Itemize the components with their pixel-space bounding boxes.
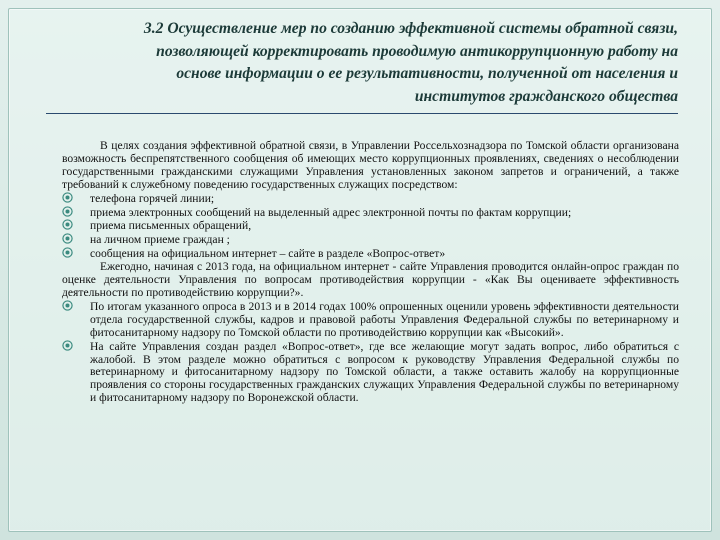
channel-text: приема письменных обращений, (90, 219, 252, 233)
circled-dot-icon (62, 247, 73, 258)
list-item (62, 206, 679, 220)
circled-dot-icon (62, 340, 73, 351)
title-line-1: 3.2 Осуществление мер по созданию эффективной системы обратной связи, (143, 20, 678, 37)
circled-dot-icon (62, 206, 73, 217)
title-line-3: основе информации о ее результативности, полученной от населения и (176, 65, 678, 82)
circled-dot-icon (62, 219, 73, 230)
slide-title (40, 18, 678, 108)
circled-dot-icon (62, 300, 73, 311)
list-item (62, 192, 679, 206)
list-item (62, 233, 679, 247)
title-line-4: институтов гражданского общества (414, 87, 678, 105)
title-line-2: позволяющей корректировать проводимую антикоррупционную работу на (156, 42, 678, 60)
circled-dot-icon (62, 233, 73, 244)
channel-text: телефона горячей линии; (90, 191, 215, 205)
channel-text: на личном приеме граждан ; (90, 233, 230, 247)
survey-paragraph: Ежегодно, начиная с 2013 года, на официальном интернет - сайте Управления проводится онлайн-опрос граждан по оценке деятельности Управления по вопросам противодействия коррупции - «Как Вы оцениваете эффективность деятельности по противодействию коррупции?». (62, 260, 679, 299)
list-item (62, 340, 679, 406)
circled-dot-icon (62, 192, 73, 203)
list-item (62, 219, 679, 233)
results-text: По итогам указанного опроса в 2013 и в 2014 годах 100% опрошенных оценили уровень эффективности деятельности отдела государственной службы, кадров и правовой работы Управления Федеральной службы по ветеринарному и фитосанитарному надзору по Томской области по противодействию коррупции как «Высокий». (90, 299, 679, 339)
qa-text: На сайте Управления создан раздел «Вопрос-ответ», где все желающие могут задать вопрос, либо обратиться с жалобой. В этом разделе можно обратиться с вопросом к руководству Управления Федеральной службы по ветеринарному и фитосанитарному надзору по Томской области, а также оставить жалобу на коррупционные проявления со стороны государственных гражданских служащих Управления Федеральной службы по ветеринарному и фитосанитарному надзору по Воронежской области. (90, 339, 679, 405)
channel-text: сообщения на официальном интернет – сайте в разделе «Вопрос-ответ» (90, 247, 446, 261)
title-divider (46, 113, 678, 114)
channel-text: приема электронных сообщений на выделенный адрес электронной почты по фактам коррупции; (90, 205, 572, 219)
slide-body (62, 140, 679, 405)
intro-paragraph: В целях создания эффективной обратной связи, в Управлении Россельхознадзора по Томской области организована возможность беспрепятственного сообщения об имеющих место коррупционных проявлениях, сведениях о несоблюдении государственными гражданскими служащими Управления установленных законом запретов и ограничений, а также требований к служебному поведению государственных служащих посредством: (62, 139, 679, 191)
list-item (62, 247, 679, 261)
list-item (62, 300, 679, 340)
